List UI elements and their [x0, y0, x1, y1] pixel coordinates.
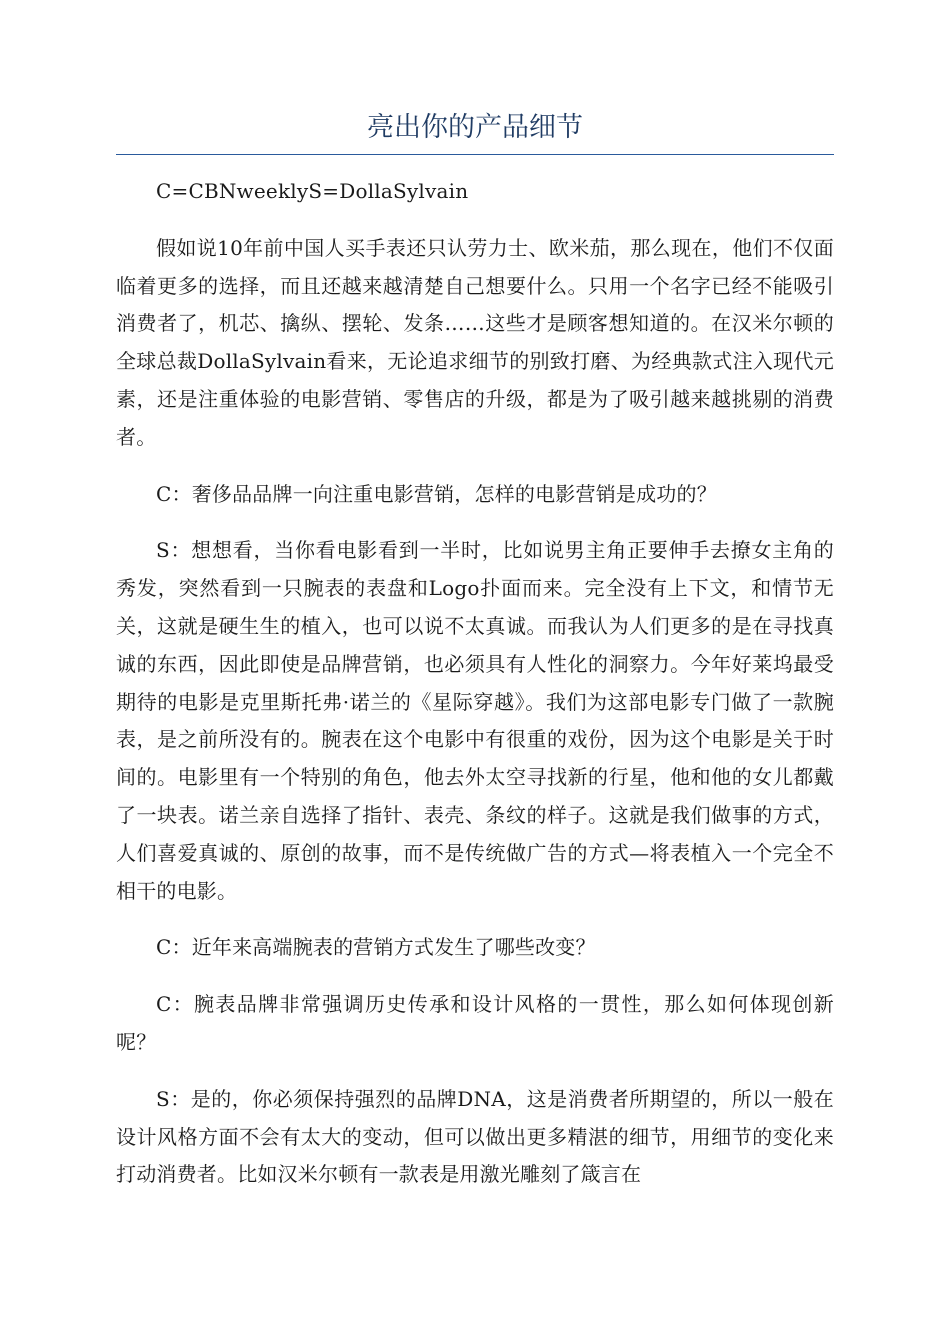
- document-page: [116, 108, 834, 1194]
- document-title: 亮出你的产品细节: [116, 108, 834, 155]
- answer-paragraph: S：是的，你必须保持强烈的品牌DNA，这是消费者所期望的，所以一般在设计风格方面不会有太大的变动，但可以做出更多精湛的细节，用细节的变化来打动消费者。比如汉米尔顿有一款表是用激光雕刻了箴言在: [116, 1086, 834, 1187]
- intro-paragraph: 假如说10年前中国人买手表还只认劳力士、欧米茄，那么现在，他们不仅面临着更多的选择，而且还越来越清楚自己想要什么。只用一个名字已经不能吸引消费者了，机芯、擒纵、摆轮、发条……这些才是顾客想知道的。在汉米尔顿的全球总裁DollaSylvain看来，无论追求细节的别致打磨、为经典款式注入现代元素，还是注重体验的电影营销、零售店的升级，都是为了吸引越来越挑剔的消费者。: [116, 235, 834, 449]
- answer-paragraph: S：想想看，当你看电影看到一半时，比如说男主角正要伸手去撩女主角的秀发，突然看到一只腕表的表盘和Logo扑面而来。完全没有上下文，和情节无关，这就是硬生生的植入，也可以说不太真诚。而我认为人们更多的是在寻找真诚的东西，因此即使是品牌营销，也必须具有人性化的洞察力。今年好莱坞最受期待的电影是克里斯托弗·诺兰的《星际穿越》。我们为这部电影专门做了一款腕表，是之前所没有的。腕表在这个电影中有很重的戏份，因为这个电影是关于时间的。电影里有一个特别的角色，他去外太空寻找新的行星，他和他的女儿都戴了一块表。诺兰亲自选择了指针、表壳、条纹的样子。这就是我们做事的方式，人们喜爱真诚的、原创的故事，而不是传统做广告的方式—将表植入一个完全不相干的电影。: [116, 538, 834, 903]
- byline-paragraph: C=CBNweeklyS=DollaSylvain: [156, 179, 469, 203]
- question-paragraph: C：近年来高端腕表的营销方式发生了哪些改变？: [156, 935, 596, 960]
- question-paragraph: C：腕表品牌非常强调历史传承和设计风格的一贯性，那么如何体现创新呢？: [116, 992, 834, 1054]
- question-paragraph: C：奢侈品品牌一向注重电影营销，怎样的电影营销是成功的？: [156, 481, 717, 506]
